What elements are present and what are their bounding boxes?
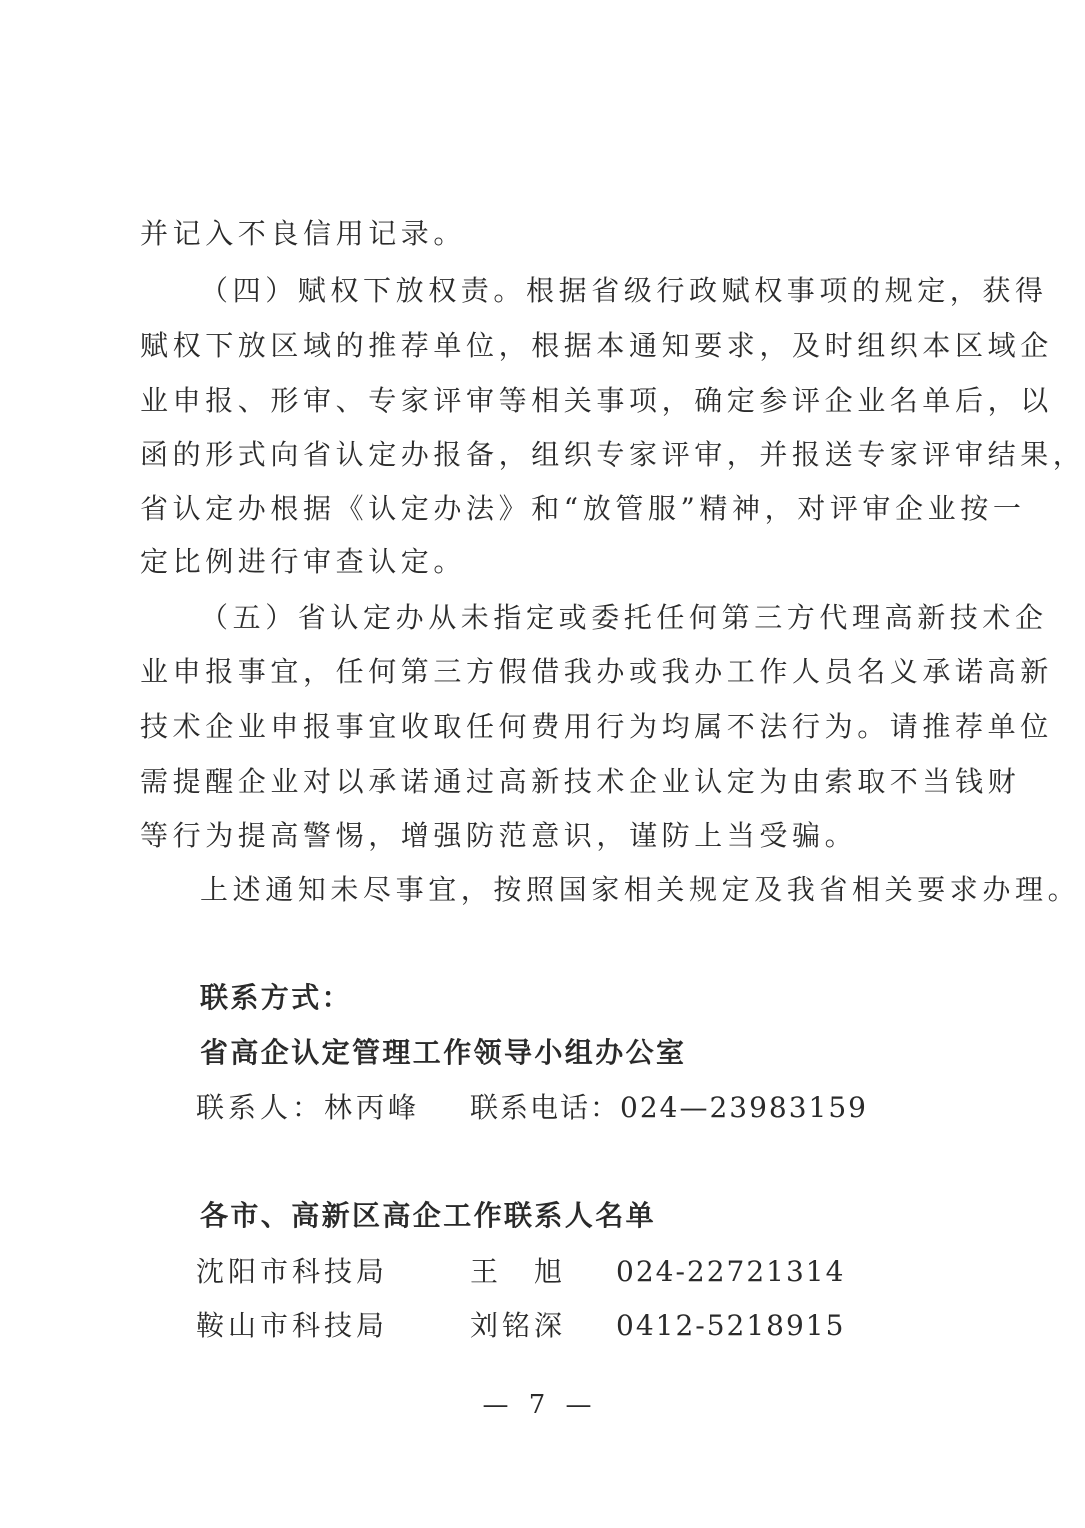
- page-number: — 7 —: [482, 1390, 598, 1420]
- contact-office: 省高企认定管理工作领导小组办公室: [200, 1036, 687, 1069]
- list-phone: 024-22721314: [616, 1255, 846, 1288]
- paragraph-line: 并记入不良信用记录。: [140, 217, 467, 250]
- list-name: 王 旭: [470, 1255, 567, 1288]
- paragraph-four-line: 函的形式向省认定办报备，组织专家评审，并报送专家评审结果，: [140, 438, 1085, 471]
- contact-heading: 联系方式：: [200, 981, 353, 1014]
- list-name: 刘铭深: [470, 1309, 567, 1342]
- paragraph-four-line: 赋权下放区域的推荐单位，根据本通知要求，及时组织本区域企: [140, 329, 1053, 362]
- closing-paragraph-line: 上述通知未尽事宜，按照国家相关规定及我省相关要求办理。: [200, 873, 1081, 906]
- list-phone: 0412-5218915: [616, 1309, 846, 1342]
- paragraph-four-line: （四）赋权下放权责。根据省级行政赋权事项的规定，获得: [200, 274, 1048, 307]
- paragraph-five-line: 技术企业申报事宜收取任何费用行为均属不法行为。请推荐单位: [140, 710, 1053, 743]
- list-heading: 各市、高新区高企工作联系人名单: [200, 1199, 657, 1232]
- contact-person: 联系人：林丙峰: [196, 1091, 421, 1124]
- paragraph-four-line: 省认定办根据《认定办法》和“放管服”精神，对评审企业按一: [140, 492, 1026, 525]
- paragraph-four-line: 定比例进行审查认定。: [140, 545, 467, 578]
- list-org: 鞍山市科技局: [196, 1309, 389, 1342]
- list-org: 沈阳市科技局: [196, 1255, 389, 1288]
- paragraph-five-line: 等行为提高警惕，增强防范意识，谨防上当受骗。: [140, 819, 858, 852]
- paragraph-five-line: （五）省认定办从未指定或委托任何第三方代理高新技术企: [200, 601, 1048, 634]
- paragraph-four-line: 业申报、形审、专家评审等相关事项，确定参评企业名单后，以: [140, 384, 1053, 417]
- paragraph-five-line: 需提醒企业对以承诺通过高新技术企业认定为由索取不当钱财: [140, 765, 1021, 798]
- contact-phone: 联系电话：024—23983159: [470, 1091, 868, 1124]
- paragraph-five-line: 业申报事宜，任何第三方假借我办或我办工作人员名义承诺高新: [140, 655, 1053, 688]
